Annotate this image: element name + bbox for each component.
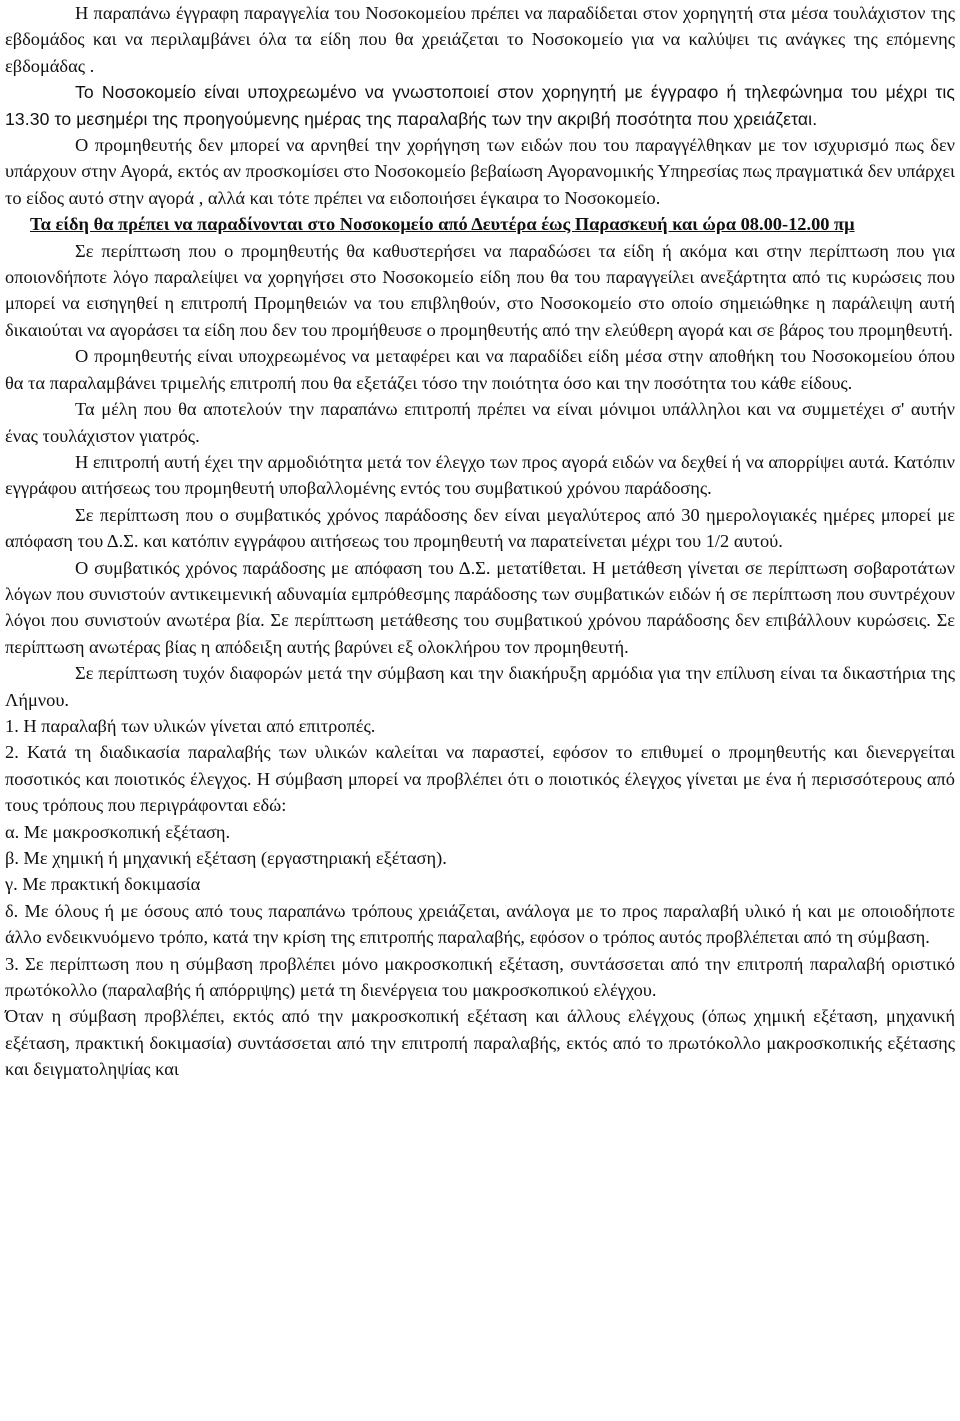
paragraph-committee-authority: Η επιτροπή αυτή έχει την αρμοδιότητα μετά τον έλεγχο των προς αγορά ειδών να δεχθεί ή να απορρίψει αυτά. Κατόπιν εγγράφου αιτήσεως του προμηθευτή υποβαλλομένης εντός του συμβατικού χρόνου παράδοσης. — [5, 451, 955, 499]
paragraph-jurisdiction: Σε περίπτωση τυχόν διαφορών μετά την σύμβαση και την διακήρυξη αρμόδια για την επίλυση είναι τα δικαστήρια της Λήμνου. — [5, 663, 955, 710]
list-item-c: γ. Με πρακτική δοκιμασία — [5, 874, 201, 895]
paragraph-supplier-refusal: Ο προμηθευτής δεν μπορεί να αρνηθεί την χορήγηση των ειδών που του παραγγέλθηκαν με τον ισχυρισμό πως δεν υπάρχουν στην Αγορά, εκτός αν προσκομίσει στο Νοσοκομείο βεβαίωση Αγορανομικής Υπηρεσίας πως πραγματικά δεν υπάρχει το είδος αυτό στην αγορά , αλλά και τότε πρέπει να ειδοποιήσει έγκαιρα το Νοσοκομείο. — [5, 135, 955, 208]
paragraph-notification-deadline: Το Νοσοκομείο είναι υποχρεωμένο να γνωστοποιεί στον χορηγητή με έγγραφο ή τηλεφώνημα του μέχρι τις 13.30 το μεσημέρι της προηγούμενης ημέρας της παραλαβής των την ακριβή ποσότητα που χρειάζεται. — [5, 82, 955, 129]
list-item-2: 2. Κατά τη διαδικασία παραλαβής των υλικών καλείται να παραστεί, εφόσον το επιθυμεί ο προμηθευτής και διενεργείται ποσοτικός και ποιοτικός έλεγχος. Η σύμβαση μπορεί να προβλέπει ότι ο ποιοτικός έλεγχος γίνεται με ένα ή περισσότερους από τους τρόπους που περιγράφονται εδώ: — [5, 742, 955, 816]
list-item-3: 3. Σε περίπτωση που η σύμβαση προβλέπει μόνο μακροσκοπική εξέταση, συντάσσεται από την επιτροπή παραλαβή οριστικό πρωτόκολλο (παραλαβής ή απόρριψης) μετά τη διενέργεια του μακροσκοπικού ελέγχου. — [5, 953, 955, 1001]
paragraph-order-delivery: Η παραπάνω έγγραφη παραγγελία του Νοσοκομείου πρέπει να παραδίδεται στον χορηγητή στα μέσα τουλάχιστον της εβδομάδος και να περιλαμβάνει όλα τα είδη που θα χρειάζεται το Νοσοκομείο για να καλύψει τις ανάγκες της επόμενης εβδομάδας . — [5, 3, 955, 76]
paragraph-committee-members: Τα μέλη που θα αποτελούν την παραπάνω επιτροπή πρέπει να είναι μόνιμοι υπάλληλοι και να συμμετέχει σ' αυτήν ένας τουλάχιστον γιατρός. — [5, 399, 955, 446]
paragraph-deadline-extension: Σε περίπτωση που ο συμβατικός χρόνος παράδοσης δεν είναι μεγαλύτερος από 30 ημερολογιακές ημέρες μπορεί με απόφαση του Δ.Σ. και κατόπιν εγγράφου αιτήσεως του προμηθευτή να παρατείνεται μέχρι του 1/2 αυτού. — [5, 504, 955, 552]
paragraph-deadline-postponement: Ο συμβατικός χρόνος παράδοσης με απόφαση του Δ.Σ. μετατίθεται. Η μετάθεση γίνεται σε περίπτωση σοβαροτάτων λόγων που συνιστούν αντικειμενική αδυναμία εμπρόθεσμης παράδοσης των συμβατικών ειδών ή σε περίπτωση που συντρέχουν λόγοι που συνιστούν ανωτέρα βία. Σε περίπτωση μετάθεσης του συμβατικού χρόνου παράδοσης δεν επιβάλλουν κυρώσεις. Σε περίπτωση ανωτέρας βίας η απόδειξη αυτής βαρύνει εξ ολοκλήρου τον προμηθευτή. — [5, 557, 955, 657]
paragraph-additional-checks: Όταν η σύμβαση προβλέπει, εκτός από την μακροσκοπική εξέταση και άλλους ελέγχους (όπως χημική εξέταση, μηχανική εξέταση, πρακτική δοκιμασία) συντάσσεται από την επιτροπή παραλαβής, εκτός από το πρωτόκολλο μακροσκοπικής εξέτασης και δειγματοληψίας και — [5, 1006, 955, 1080]
list-item-b: β. Με χημική ή μηχανική εξέταση (εργαστηριακή εξέταση). — [5, 848, 447, 868]
document-page — [5, 0, 955, 1083]
list-item-d: δ. Με όλους ή με όσους από τους παραπάνω τρόπους χρειάζεται, ανάλογα με το προς παραλαβή υλικό ή και με οποιοδήποτε άλλο ενδεικνυόμενο τρόπο, κατά την κρίση της επιτροπής παραλαβής, εφόσον ο τρόπος αυτός προβλέπεται από τη σύμβαση. — [5, 900, 955, 948]
paragraph-delay-penalty: Σε περίπτωση που ο προμηθευτής θα καθυστερήσει να παραδώσει τα είδη ή ακόμα και στην περίπτωση που για οποιονδήποτε λόγο παραλείψει να χορηγήσει στο Νοσοκομείο είδη που θα του παραγγείλει ανεξάρτητα από τις κυρώσεις που μπορεί να εισηγηθεί η επιτροπή Προμηθειών να του επιβληθούν, στο Νοσοκομείο στο οποίο σημειώθηκε η παράλειψη αυτή δικαιούται να αγοράσει τα είδη που δεν του προμήθευσε ο προμηθευτής από την ελεύθερη αγορά και σε βάρος του προμηθευτή. — [5, 240, 955, 340]
paragraph-delivery-hours: Τα είδη θα πρέπει να παραδίνονται στο Νοσοκομείο από Δευτέρα έως Παρασκευή και ώρα 08.00-12.00 πμ — [30, 214, 855, 235]
paragraph-transport-obligation: Ο προμηθευτής είναι υποχρεωμένος να μεταφέρει και να παραδίδει είδη μέσα στην αποθήκη του Νοσοκομείου όπου θα τα παραλαμβάνει τριμελής επιτροπή που θα εξετάζει τόσο την ποιότητα όσο και την ποσότητα του κάθε είδους. — [5, 346, 955, 393]
list-item-1: 1. Η παραλαβή των υλικών γίνεται από επιτροπές. — [5, 715, 376, 736]
list-item-a: α. Με μακροσκοπική εξέταση. — [5, 821, 231, 842]
